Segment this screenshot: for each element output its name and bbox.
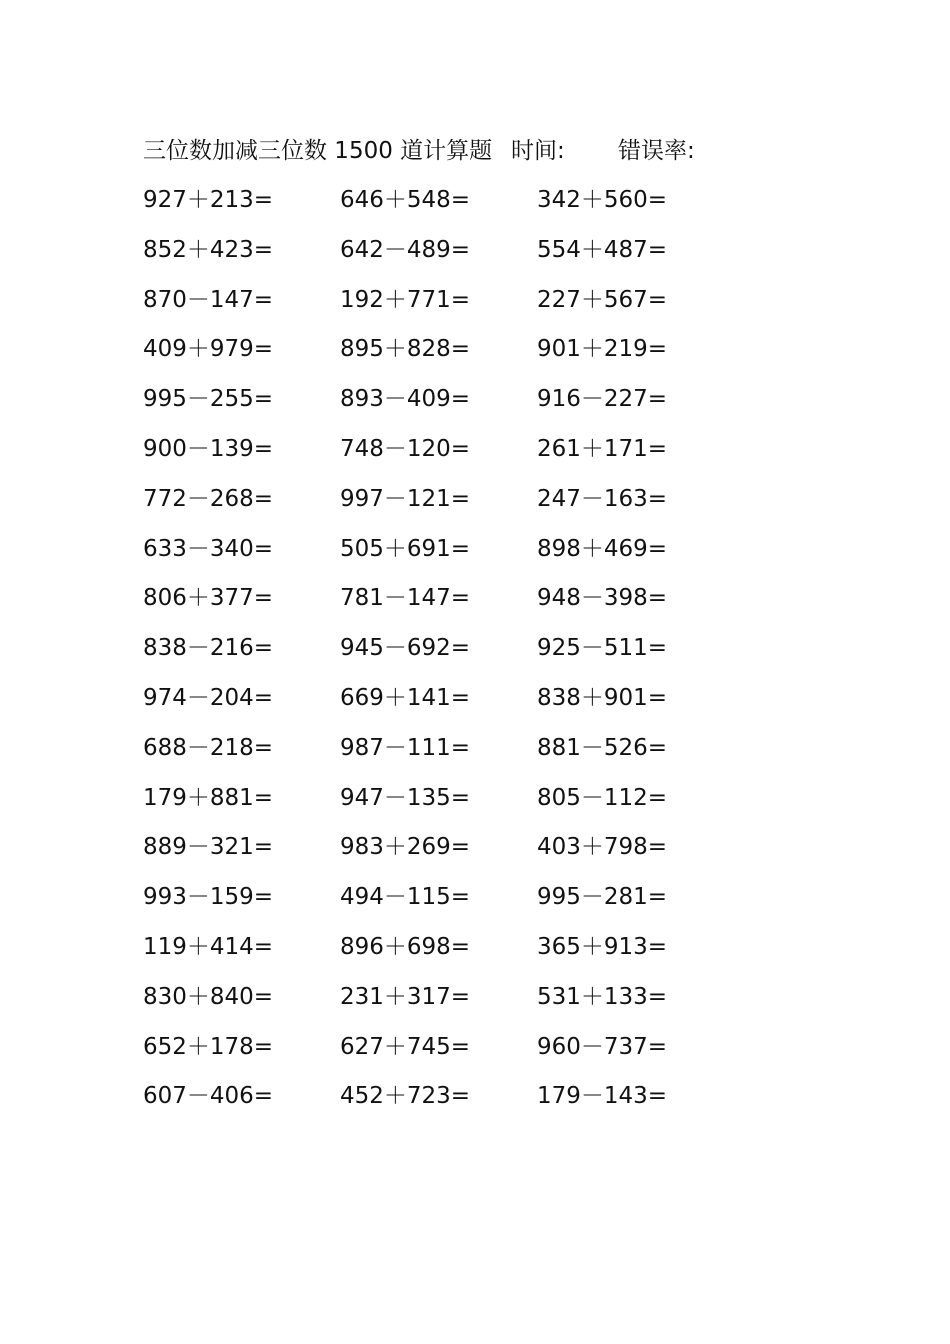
problem: 881－526= xyxy=(537,734,668,761)
problem-row xyxy=(143,730,763,780)
problem-row xyxy=(143,580,763,630)
problem: 947－135= xyxy=(340,784,471,811)
worksheet-title: 三位数加减三位数 1500 道计算题 xyxy=(143,138,493,164)
problem: 995－255= xyxy=(143,386,274,413)
problem-row xyxy=(143,929,763,979)
worksheet-header xyxy=(143,134,843,168)
problem: 852＋423= xyxy=(143,236,274,263)
problem-row xyxy=(143,381,763,431)
problem: 227＋567= xyxy=(537,286,668,313)
problem: 870－147= xyxy=(143,286,274,313)
problem: 896＋698= xyxy=(340,933,471,960)
problem: 554＋487= xyxy=(537,236,668,263)
problem: 889－321= xyxy=(143,834,274,861)
problem: 898＋469= xyxy=(537,535,668,562)
problem-row xyxy=(143,780,763,830)
problem-row xyxy=(143,282,763,332)
problem-row xyxy=(143,1078,763,1128)
problem-row xyxy=(143,331,763,381)
problem: 494－115= xyxy=(340,884,471,911)
problem: 652＋178= xyxy=(143,1033,274,1060)
problem: 997－121= xyxy=(340,485,471,512)
problem: 781－147= xyxy=(340,585,471,612)
problem: 403＋798= xyxy=(537,834,668,861)
problem: 179＋881= xyxy=(143,784,274,811)
problem: 633－340= xyxy=(143,535,274,562)
error-rate-label: 错误率: xyxy=(618,138,695,164)
problem: 247－163= xyxy=(537,485,668,512)
problem: 983＋269= xyxy=(340,834,471,861)
problem-row xyxy=(143,979,763,1029)
problem-row xyxy=(143,879,763,929)
problem: 342＋560= xyxy=(537,187,668,213)
problem: 772－268= xyxy=(143,485,274,512)
problem-row xyxy=(143,680,763,730)
problem-grid xyxy=(143,182,763,1128)
problem: 900－139= xyxy=(143,435,274,462)
problem: 627＋745= xyxy=(340,1033,471,1060)
problem: 960－737= xyxy=(537,1033,668,1060)
problem-row xyxy=(143,182,763,232)
problem-row xyxy=(143,481,763,531)
problem: 805－112= xyxy=(537,784,668,811)
problem: 895＋828= xyxy=(340,336,471,363)
problem: 838－216= xyxy=(143,635,274,662)
problem: 948－398= xyxy=(537,585,668,612)
problem-row xyxy=(143,1029,763,1079)
problem: 688－218= xyxy=(143,734,274,761)
problem: 925－511= xyxy=(537,635,668,662)
problem: 231＋317= xyxy=(340,983,471,1010)
problem: 838＋901= xyxy=(537,684,668,711)
problem: 365＋913= xyxy=(537,933,668,960)
problem: 607－406= xyxy=(143,1083,274,1110)
problem-row xyxy=(143,232,763,282)
problem: 995－281= xyxy=(537,884,668,911)
problem: 669＋141= xyxy=(340,684,471,711)
problem: 452＋723= xyxy=(340,1083,471,1110)
problem: 974－204= xyxy=(143,684,274,711)
problem-row xyxy=(143,531,763,581)
problem-row xyxy=(143,829,763,879)
problem: 993－159= xyxy=(143,884,274,911)
problem: 119＋414= xyxy=(143,933,274,960)
problem: 830＋840= xyxy=(143,983,274,1010)
problem: 945－692= xyxy=(340,635,471,662)
problem: 192＋771= xyxy=(340,286,471,313)
problem-row xyxy=(143,630,763,680)
problem-row xyxy=(143,431,763,481)
problem: 409＋979= xyxy=(143,336,274,363)
problem: 179－143= xyxy=(537,1083,668,1110)
problem: 893－409= xyxy=(340,386,471,413)
problem: 916－227= xyxy=(537,386,668,413)
problem: 901＋219= xyxy=(537,336,668,363)
problem: 531＋133= xyxy=(537,983,668,1010)
problem: 987－111= xyxy=(340,734,471,761)
problem: 646＋548= xyxy=(340,187,471,213)
time-label: 时间: xyxy=(511,138,565,164)
problem: 261＋171= xyxy=(537,435,668,462)
problem: 505＋691= xyxy=(340,535,471,562)
problem: 748－120= xyxy=(340,435,471,462)
problem: 927＋213= xyxy=(143,187,274,213)
problem: 806＋377= xyxy=(143,585,274,612)
problem: 642－489= xyxy=(340,236,471,263)
